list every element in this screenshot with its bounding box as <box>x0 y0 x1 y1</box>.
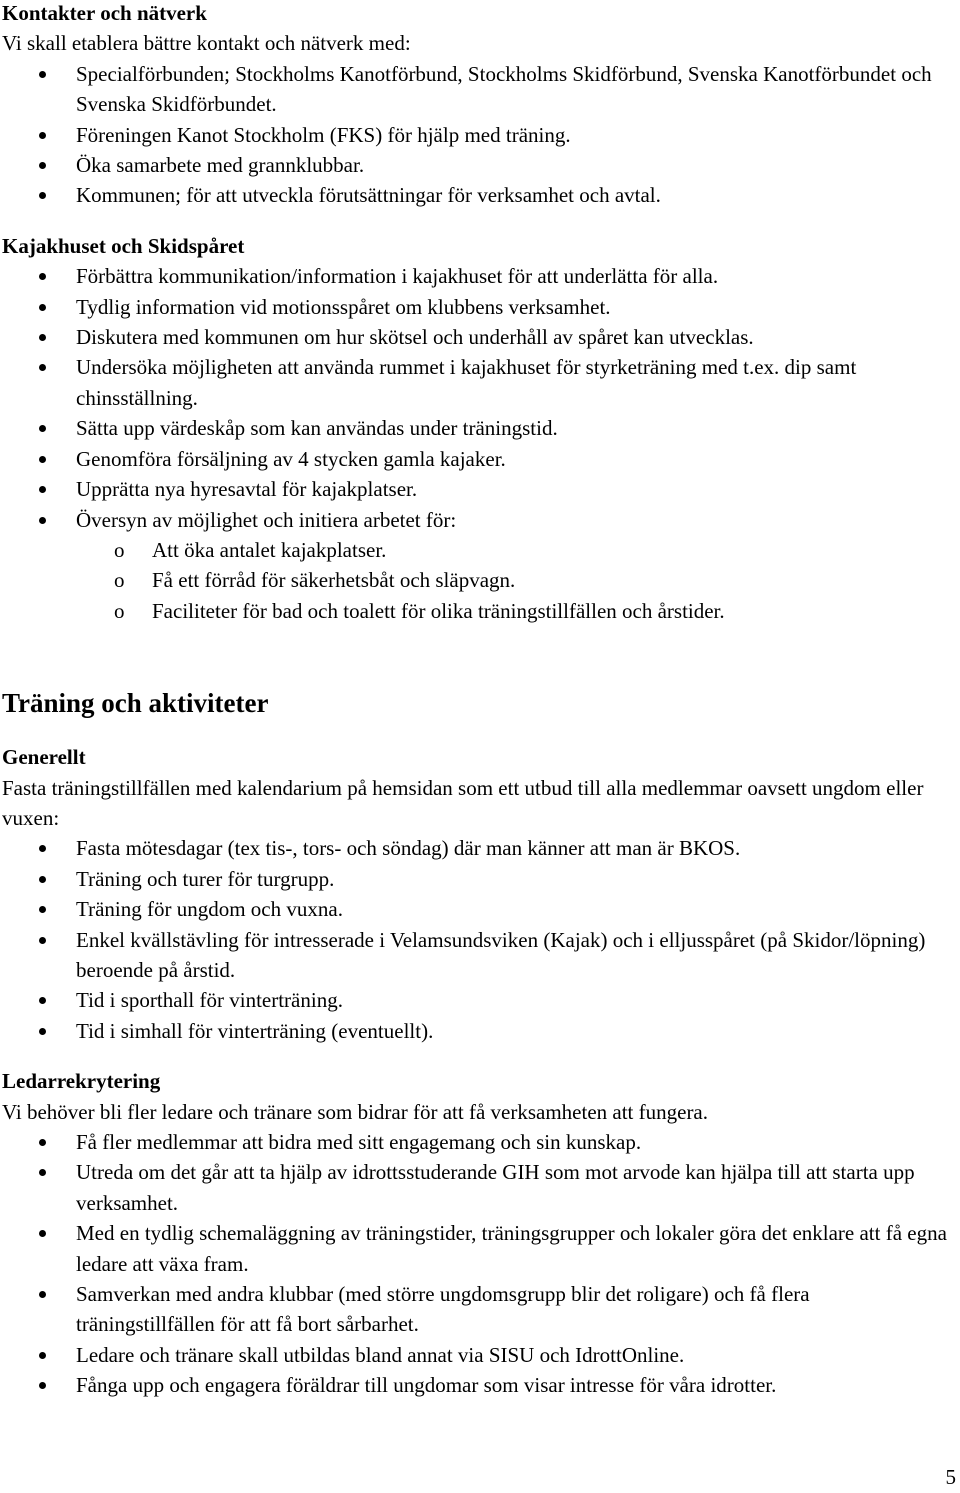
sub-bullet-marker: o <box>114 537 125 562</box>
list-item: Föreningen Kanot Stockholm (FKS) för hjälp med träning. <box>2 120 952 150</box>
list-item: Diskutera med kommunen om hur skötsel och underhåll av spåret kan utvecklas. <box>2 322 952 352</box>
list-item: Kommunen; för att utveckla förutsättningar för verksamhet och avtal. <box>2 180 952 210</box>
sub-bullet-marker: o <box>114 568 125 593</box>
ledarrekrytering-intro: Vi behöver bli fler ledare och tränare som bidrar för att få verksamheten att fungera. <box>2 1099 709 1124</box>
generellt-list <box>2 833 952 1046</box>
sub-list-item-text: Få ett förråd för säkerhetsbåt och släpvagn. <box>152 568 516 593</box>
list-item: Träning och turer för turgrupp. <box>2 864 952 894</box>
section-heading-kontakter: Kontakter och nätverk <box>2 1 207 25</box>
sub-list-item-text: Att öka antalet kajakplatser. <box>152 537 387 562</box>
list-item: Sätta upp värdeskåp som kan användas under träningstid. <box>2 413 952 443</box>
list-item: Med en tydlig schemaläggning av träningstider, träningsgrupper och lokaler göra det enklare att få egna ledare att växa fram. <box>2 1218 952 1279</box>
ledarrekrytering-list <box>2 1127 952 1401</box>
kajakhuset-sublist <box>2 535 952 626</box>
sub-list-item <box>2 535 952 565</box>
kontakter-list <box>2 59 952 211</box>
generellt-intro: Fasta träningstillfällen med kalendarium på hemsidan som ett utbud till alla medlemmar oavsett ungdom eller vuxen: <box>2 775 924 830</box>
section-heading-kajakhuset: Kajakhuset och Skidspåret <box>2 233 245 258</box>
list-item: Enkel kvällstävling för intresserade i Velamsundsviken (Kajak) och i elljusspåret (på Skidor/löpning) beroende på årstid. <box>2 925 952 986</box>
kontakter-intro: Vi skall etablera bättre kontakt och nätverk med: <box>2 31 411 56</box>
list-item: Genomföra försäljning av 4 stycken gamla kajaker. <box>2 444 952 474</box>
chapter-title-traning: Träning och aktiviteter <box>2 688 269 719</box>
list-item: Tid i simhall för vinterträning (eventuellt). <box>2 1016 952 1046</box>
list-item: Utreda om det går att ta hjälp av idrottsstuderande GIH som mot arvode kan hjälpa till att starta upp verksamhet. <box>2 1157 952 1218</box>
sub-bullet-marker: o <box>114 598 125 623</box>
list-item: Fånga upp och engagera föräldrar till ungdomar som visar intresse för våra idrotter. <box>2 1370 952 1400</box>
section-heading-generellt: Generellt <box>2 745 86 770</box>
list-item: Översyn av möjlighet och initiera arbetet för: <box>2 505 952 535</box>
list-item: Förbättra kommunikation/information i kajakhuset för att underlätta för alla. <box>2 261 952 291</box>
list-item: Tid i sporthall för vinterträning. <box>2 985 952 1015</box>
list-item: Träning för ungdom och vuxna. <box>2 894 952 924</box>
sub-list-item <box>2 596 952 626</box>
document-page <box>2 0 952 1401</box>
kajakhuset-list <box>2 261 952 535</box>
list-item: Ledare och tränare skall utbildas bland annat via SISU och IdrottOnline. <box>2 1340 952 1370</box>
list-item: Undersöka möjligheten att använda rummet i kajakhuset för styrketräning med t.ex. dip samt chinsställning. <box>2 352 952 413</box>
sub-list-item-text: Faciliteter för bad och toalett för olika träningstillfällen och årstider. <box>152 598 725 623</box>
list-item: Upprätta nya hyresavtal för kajakplatser. <box>2 474 952 504</box>
list-item: Tydlig information vid motionsspåret om klubbens verksamhet. <box>2 292 952 322</box>
list-item: Specialförbunden; Stockholms Kanotförbund, Stockholms Skidförbund, Svenska Kanotförbundet och Svenska Skidförbundet. <box>2 59 952 120</box>
page-number: 5 <box>945 1465 956 1489</box>
section-heading-ledarrekrytering: Ledarrekrytering <box>2 1069 161 1094</box>
list-item: Fasta mötesdagar (tex tis-, tors- och söndag) där man känner att man är BKOS. <box>2 833 952 863</box>
list-item: Samverkan med andra klubbar (med större ungdomsgrupp blir det roligare) och få flera träningstillfällen för att få bort sårbarhet. <box>2 1279 952 1340</box>
list-item: Öka samarbete med grannklubbar. <box>2 150 952 180</box>
sub-list-item <box>2 565 952 595</box>
list-item: Få fler medlemmar att bidra med sitt engagemang och sin kunskap. <box>2 1127 952 1157</box>
